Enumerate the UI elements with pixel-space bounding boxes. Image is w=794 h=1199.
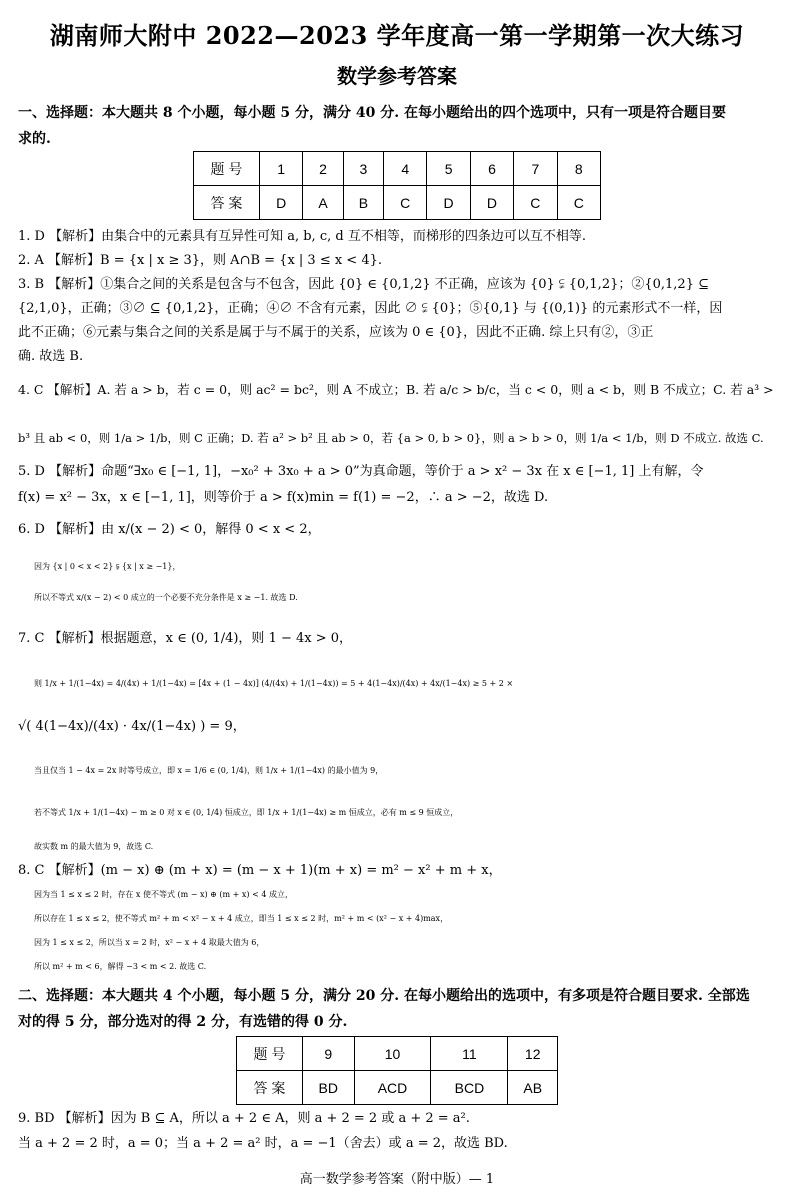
answer-table-2-number-row — [237, 1037, 558, 1071]
solution-line: 当 a + 2 = 2 时，a = 0；当 a + 2 = a² 时，a = −1（舍去）或 a = 2，故选 BD. — [18, 1136, 508, 1151]
answer-table-2-label-a: 答 案 — [237, 1071, 303, 1105]
answer-table-1-answer: C — [514, 186, 557, 220]
solution-line: 8. C 【解析】(m − x) ⊕ (m + x) = (m − x + 1)(m + x) = m² − x² + m + x， — [18, 863, 502, 878]
solution-line: √( 4(1−4x)/(4x) · 4x/(1−4x) ) = 9， — [18, 719, 246, 734]
answer-table-1-answer: C — [384, 186, 427, 220]
answer-table-1-number: 3 — [343, 152, 383, 186]
answer-table-1-label-a: 答 案 — [194, 186, 260, 220]
answer-table-1-answer: D — [260, 186, 303, 220]
answer-table-1-answer: A — [303, 186, 343, 220]
section1-heading — [18, 100, 784, 152]
answer-table-1-label-q: 题 号 — [194, 152, 260, 186]
section2-heading-line2: 对的得 5 分，部分选对的得 2 分，有选错的得 0 分. — [18, 1014, 348, 1030]
solution-line: 6. D 【解析】由 x/(x − 2) < 0，解得 0 < x < 2， — [18, 522, 321, 537]
answer-table-1 — [193, 151, 601, 220]
answer-table-2-answer: BCD — [431, 1071, 508, 1105]
solution-line: 此不正确；⑥元素与集合之间的关系是属于与不属于的关系，应该为 0 ∈ {0}，因此不正确. 综上只有②，③正 — [18, 325, 654, 340]
answer-table-2-number: 11 — [431, 1037, 508, 1071]
solution-line: 所以不等式 x/(x − 2) < 0 成立的一个必要不充分条件是 x ≥ −1. 故选 D. — [34, 593, 298, 602]
solution-line: 5. D 【解析】命题“∃x₀ ∈ [−1, 1]，−x₀² + 3x₀ + a > 0”为真命题，等价于 a > x² − 3x 在 x ∈ [−1, 1] 上有解，令 — [18, 464, 704, 479]
solution-line: 故实数 m 的最大值为 9，故选 C. — [34, 842, 154, 851]
answer-table-1-number: 7 — [514, 152, 557, 186]
answer-table-1-answer: C — [557, 186, 600, 220]
answer-table-2-answer: BD — [303, 1071, 355, 1105]
solution-line: 3. B 【解析】①集合之间的关系是包含与不包含，因此 {0} ∈ {0,1,2} 不正确，应该为 {0} ⫋ {0,1,2}；②{0,1,2} ⊆ — [18, 277, 710, 292]
solution-line: 确. 故选 B. — [18, 349, 84, 364]
page-footer: 高一数学参考答案（附中版）— 1 — [299, 1172, 495, 1187]
answer-table-2-answer: ACD — [354, 1071, 431, 1105]
page-subtitle: 数学参考答案 — [337, 64, 457, 88]
solution-line: 所以存在 1 ≤ x ≤ 2，使不等式 m² + m < x² − x + 4 成立，即当 1 ≤ x ≤ 2 时，m² + m < (x² − x + 4)max， — [34, 914, 449, 923]
answer-table-1-number: 1 — [260, 152, 303, 186]
solution-line: 则 1/x + 1/(1−4x) = 4/(4x) + 1/(1−4x) = [4x + (1 − 4x)] (4/(4x) + 1/(1−4x)) = 5 + 4(1−4x)/(4x) + 4x/(1−4x) ≥ 5 + 2 × — [34, 679, 514, 688]
solution-line: 2. A 【解析】B = {x | x ≥ 3}，则 A∩B = {x | 3 ≤ x < 4}. — [18, 253, 383, 268]
answer-table-1-answer: B — [343, 186, 383, 220]
page-title: 湖南师大附中 2022—2023 学年度高一第一学期第一次大练习 — [49, 21, 745, 50]
answer-table-2-number: 9 — [303, 1037, 355, 1071]
answer-table-1-answer: D — [470, 186, 513, 220]
solution-line: 1. D 【解析】由集合中的元素具有互异性可知 a, b, c, d 互不相等，而梯形的四条边可以互不相等. — [18, 229, 586, 244]
solution-line: 若不等式 1/x + 1/(1−4x) − m ≥ 0 对 x ∈ (0, 1/4) 恒成立，即 1/x + 1/(1−4x) ≥ m 恒成立，必有 m ≤ 9 恒成立， — [34, 808, 459, 817]
answer-table-1-number: 6 — [470, 152, 513, 186]
solution-line: 7. C 【解析】根据题意，x ∈ (0, 1/4)，则 1 − 4x > 0， — [18, 631, 353, 646]
answer-table-1-number: 8 — [557, 152, 600, 186]
solution-line: b³ 且 ab < 0，则 1/a > 1/b，则 C 正确；D. 若 a² > b² 且 ab > 0，若 {a > 0, b > 0}，则 a > b > 0，则 1/a < 1/b，则 D 不成立. 故选 C. — [18, 431, 764, 445]
solution-line: 所以 m² + m < 6，解得 −3 < m < 2. 故选 C. — [34, 962, 207, 971]
answer-table-2-answer: AB — [508, 1071, 558, 1105]
solution-line: 因为 {x | 0 < x < 2} ⫋ {x | x ≥ −1}， — [34, 562, 181, 571]
answer-table-1-number: 2 — [303, 152, 343, 186]
solution-line: f(x) = x² − 3x，x ∈ [−1, 1]，则等价于 a > f(x)min = f(1) = −2，∴ a > −2，故选 D. — [18, 490, 549, 505]
answer-table-1-answer-row — [194, 186, 601, 220]
answer-table-1-number-row — [194, 152, 601, 186]
solution-line: 9. BD 【解析】因为 B ⊆ A，所以 a + 2 ∈ A，则 a + 2 = 2 或 a + 2 = a². — [18, 1111, 470, 1126]
solution-line: 4. C 【解析】A. 若 a > b，若 c = 0，则 ac² = bc²，则 A 不成立；B. 若 a/c > b/c，当 c < 0，则 a < b，则 B 不成立；C. 若 a³ > — [18, 382, 774, 397]
answer-table-2-label-q: 题 号 — [237, 1037, 303, 1071]
answer-table-2-number: 12 — [508, 1037, 558, 1071]
answer-table-2-answer-row — [237, 1071, 558, 1105]
section2-heading — [18, 983, 784, 1035]
answer-table-2 — [236, 1036, 558, 1105]
section2-heading-line1: 二、选择题：本大题共 4 个小题，每小题 5 分，满分 20 分. 在每小题给出的选项中，有多项是符合题目要求. 全部选 — [18, 988, 750, 1004]
section1-heading-line2: 求的. — [18, 131, 51, 147]
section1-heading-line1: 一、选择题：本大题共 8 个小题，每小题 5 分，满分 40 分. 在每小题给出的四个选项中，只有一项是符合题目要 — [18, 105, 726, 121]
answer-table-1-number: 5 — [427, 152, 470, 186]
answer-table-1-number: 4 — [384, 152, 427, 186]
solution-line: 因为 1 ≤ x ≤ 2，所以当 x = 2 时，x² − x + 4 取最大值为 6， — [34, 938, 265, 947]
answer-table-2-number: 10 — [354, 1037, 431, 1071]
answer-table-1-answer: D — [427, 186, 470, 220]
solution-line: 因为当 1 ≤ x ≤ 2 时，存在 x 使不等式 (m − x) ⊕ (m + x) < 4 成立， — [34, 890, 293, 899]
solution-line: {2,1,0}，正确；③∅ ⊆ {0,1,2}，正确；④∅ 不含有元素，因此 ∅ ⫋ {0}；⑤{0,1} 与 {(0,1)} 的元素形式不一样，因 — [18, 301, 723, 316]
solution-line: 当且仅当 1 − 4x = 2x 时等号成立，即 x = 1/6 ∈ (0, 1/4)，则 1/x + 1/(1−4x) 的最小值为 9， — [34, 766, 384, 775]
